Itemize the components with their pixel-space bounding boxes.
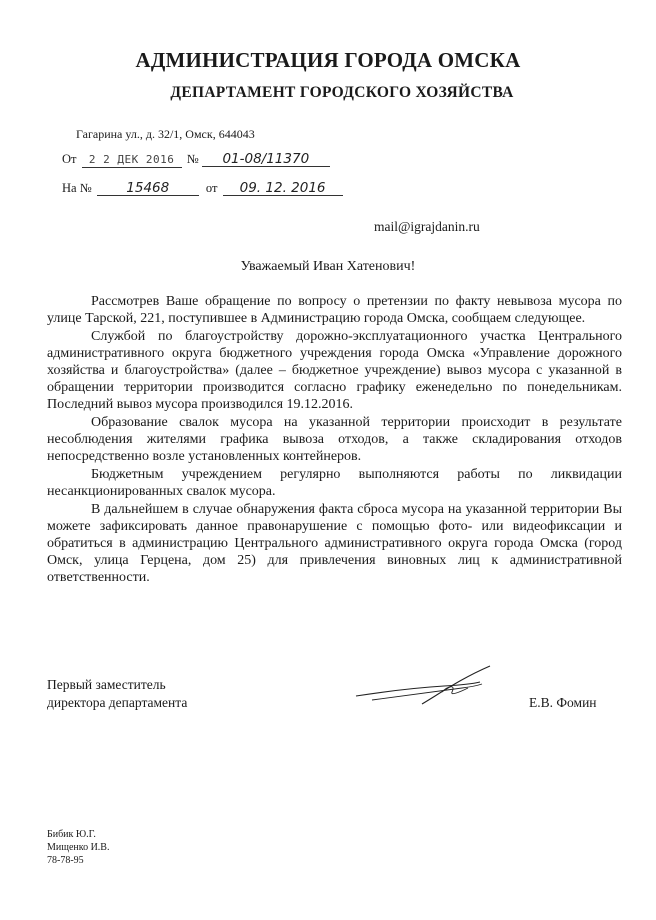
department-title: ДЕПАРТАМЕНТ ГОРОДСКОГО ХОЗЯЙСТВА (170, 84, 514, 101)
letter-body (47, 293, 622, 587)
reply-date-label: от (205, 181, 218, 195)
reply-date: 09. 12. 2016 (223, 181, 343, 196)
body-paragraph: В дальнейшем в случае обнаружения факта сброса мусора на указанной территории Вы можете зафиксировать данное правонарушение с помощью фото- или видеофиксации и обратиться в администрацию Центрального административного округа города Омска (город Омск, улица Герцена, дом 25) для привлечения виновных лиц к административной ответственности. (47, 502, 622, 585)
reply-label: На № (62, 181, 92, 195)
signer-name: Е.В. Фомин (529, 695, 597, 710)
body-paragraph: Образование свалок мусора на указанной территории происходит в результате несоблюдения жителями графика вывоза отходов, а также складирования отходов непосредственно возле установленных контейнеров. (47, 415, 622, 464)
signer-title-line: директора департамента (47, 695, 188, 710)
outgoing-ref-row (62, 152, 330, 168)
reply-number: 15468 (97, 181, 199, 196)
recipient-email: mail@igrajdanin.ru (374, 219, 480, 234)
handwritten-signature (352, 662, 502, 710)
signer-title (47, 676, 187, 712)
org-address: Гагарина ул., д. 32/1, Омск, 644043 (76, 127, 255, 141)
outgoing-date: 2 2 ДЕК 2016 (82, 153, 182, 168)
body-paragraph: Службой по благоустройству дорожно-эксплуатационного участка Центрального административного округа бюджетного учреждения города Омска «Управление дорожного хозяйства и благоустройства» (далее – бюджетное учреждение) вывоз мусора с указанной в обращении территории производится согласно графику еженедельно по понедельникам. Последний вывоз мусора производился 19.12.2016. (47, 329, 622, 412)
from-label: От (62, 152, 77, 166)
executor-phone: 78-78-95 (47, 855, 84, 866)
number-label: № (186, 152, 199, 166)
incoming-ref-row (62, 181, 343, 196)
greeting: Уважаемый Иван Хатенович! (240, 259, 416, 274)
executor-name: Мищенко И.В. (47, 842, 110, 853)
body-paragraph: Бюджетным учреждением регулярно выполняются работы по ликвидации несанкционированных свалок мусора. (47, 467, 622, 499)
outgoing-number: 01-08/11370 (202, 152, 330, 167)
executor-name: Бибик Ю.Г. (47, 829, 96, 840)
signer-title-line: Первый заместитель (47, 677, 166, 692)
org-title: АДМИНИСТРАЦИЯ ГОРОДА ОМСКА (135, 48, 521, 72)
body-paragraph: Рассмотрев Ваше обращение по вопросу о претензии по факту невывоза мусора по улице Тарской, 221, поступившее в Администрацию города Омска, сообщаем следующее. (47, 294, 622, 326)
executor-info (47, 828, 109, 867)
